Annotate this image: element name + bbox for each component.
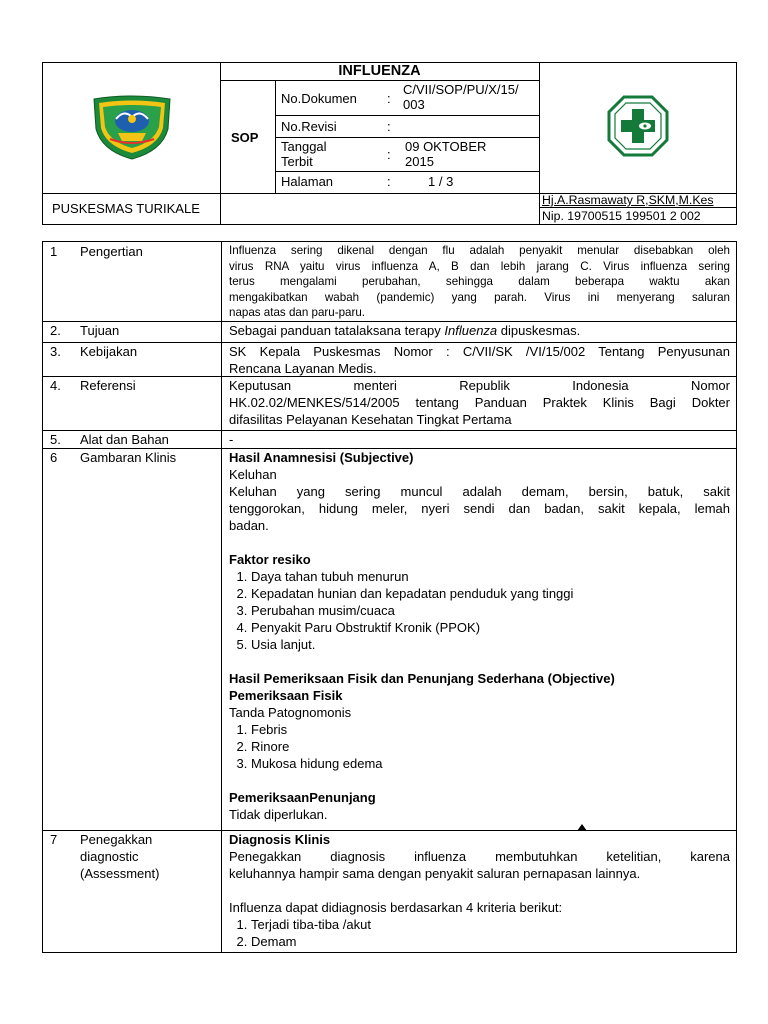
list-item: 2. Rinore <box>251 738 730 755</box>
assessment-text: Diagnosis Klinis Penegakkan diagnosis influenza membutuhkan ketelitian, karena keluhannya hampir sama dengan penyakit saluran pernapasan lainnya. Influenza dapat didiagnosis berdasarkan 4 kriteria berikut: 1. Terjadi tiba-tiba /akut 2. Demam <box>229 831 730 950</box>
document-title: INFLUENZA <box>338 63 421 79</box>
list-item: 3. Mukosa hidung edema <box>251 755 730 772</box>
list-item: 2. Demam <box>251 933 730 950</box>
section-heading: Hasil Pemeriksaan Fisik dan Penunjang Sederhana (Objective) <box>229 671 615 686</box>
policy-text: SK Kepala Puskesmas Nomor : C/VII/SK /VI/15/002 Tentang Penyusunan Rencana Layanan Medis. <box>229 344 730 376</box>
field-value-no-dokumen: C/VII/SOP/PU/X/15/ 003 <box>403 82 519 112</box>
sign-list <box>229 721 730 772</box>
row-label: Tujuan <box>80 323 120 338</box>
section-heading: Pemeriksaan Fisik <box>229 688 343 703</box>
section-heading: PemeriksaanPenunjang <box>229 790 376 805</box>
risk-factor-list <box>229 568 730 653</box>
row-label: Referensi <box>80 378 136 393</box>
row-number: 1 <box>50 244 58 259</box>
field-value-halaman: 1 / 3 <box>428 174 454 189</box>
list-item: 5. Usia lanjut. <box>251 636 730 653</box>
puskesmas-logo <box>607 95 669 157</box>
field-colon: : <box>387 174 391 189</box>
definition-text: Influenza sering dikenal dengan flu adalah penyakit menular disebabkan oleh virus RNA yaitu virus influenza A, B dan lebih jarang C. Virus influenza sering terus mengalami perubahan, sehingga dalam beberapa waktu akan mengakibatkan wabah (pandemic) yang parah. Virus ini menyerang saluran napas atas dan paru-paru. <box>229 244 730 319</box>
section-heading: Faktor resiko <box>229 552 311 567</box>
row-label: Pengertian <box>80 244 143 259</box>
marker-arrow-icon <box>577 824 587 832</box>
row-number: 3. <box>50 344 61 359</box>
purpose-text: Sebagai panduan tatalaksana terapy Influenza dipuskesmas. <box>229 323 581 338</box>
section-heading: Diagnosis Klinis <box>229 832 331 847</box>
section-heading: Hasil Anamnesisi (Subjective) <box>229 450 414 465</box>
list-item: 3. Perubahan musim/cuaca <box>251 602 730 619</box>
signatory-name: Hj.A.Rasmawaty R,SKM,M.Kes <box>542 193 714 207</box>
list-item: 1. Terjadi tiba-tiba /akut <box>251 916 730 933</box>
field-colon: : <box>387 91 391 106</box>
field-value-tanggal-terbit: 09 OKTOBER 2015 <box>405 139 487 169</box>
row-label: Kebijakan <box>80 344 138 359</box>
sop-content-table <box>42 241 737 953</box>
regency-shield-logo <box>92 95 172 161</box>
field-colon: : <box>387 119 391 134</box>
document-header <box>42 62 737 225</box>
row-number: 6 <box>50 450 58 465</box>
organization-name: PUSKESMAS TURIKALE <box>52 201 200 216</box>
field-label-tanggal-terbit: Tanggal Terbit <box>281 139 327 169</box>
field-colon: : <box>387 147 391 162</box>
list-item: 2. Kepadatan hunian dan kepadatan penduduk yang tinggi <box>251 585 730 602</box>
row-label: Alat dan Bahan <box>80 432 169 447</box>
criteria-list <box>229 916 730 950</box>
row-label: Penegakkan diagnostic (Assessment) <box>80 832 160 881</box>
list-item: 4. Penyakit Paru Obstruktif Kronik (PPOK) <box>251 619 730 636</box>
list-item: 1. Daya tahan tubuh menurun <box>251 568 730 585</box>
field-label-no-revisi: No.Revisi <box>281 119 337 134</box>
list-item: 1. Febris <box>251 721 730 738</box>
clinical-picture: Hasil Anamnesisi (Subjective) Keluhan Keluhan yang sering muncul adalah demam, bersin, batuk, sakit tenggorokan, hidung meler, nyeri sendi dan badan, sakit kepala, lemah badan. Faktor resiko 1. Daya tahan tubuh menurun 2. Kepadatan hunian dan kepadatan penduduk yang tinggi 3. Perubahan musim/cuaca 4. Penyakit Paru Obstruktif Kronik (PPOK) 5. Usia lanjut. Hasil Pemeriksaan Fisik dan Penunjang Sederhana (Objective) Pemeriksaan Fisik Tanda Patognomonis 1. Febris 2. Rinore 3. Mukosa hidung edema PemeriksaanPenunjang Tidak diperlukan. <box>229 449 730 823</box>
field-label-no-dokumen: No.Dokumen <box>281 91 357 106</box>
signatory-nip: Nip. 19700515 199501 2 002 <box>542 209 701 223</box>
field-label-halaman: Halaman <box>281 174 334 189</box>
row-number: 4. <box>50 378 61 393</box>
reference-text: Keputusan menteri Republik Indonesia Nomor HK.02.02/MENKES/514/2005 tentang Panduan Praktek Klinis Bagi Dokter difasilitas Pelayanan Kesehatan Tingkat Pertama <box>229 378 730 427</box>
row-number: 7 <box>50 832 58 847</box>
row-label: Gambaran Klinis <box>80 450 177 465</box>
row-number: 2. <box>50 323 61 338</box>
tools-text: - <box>229 432 234 447</box>
sop-label: SOP <box>231 130 259 145</box>
row-number: 5. <box>50 432 61 447</box>
